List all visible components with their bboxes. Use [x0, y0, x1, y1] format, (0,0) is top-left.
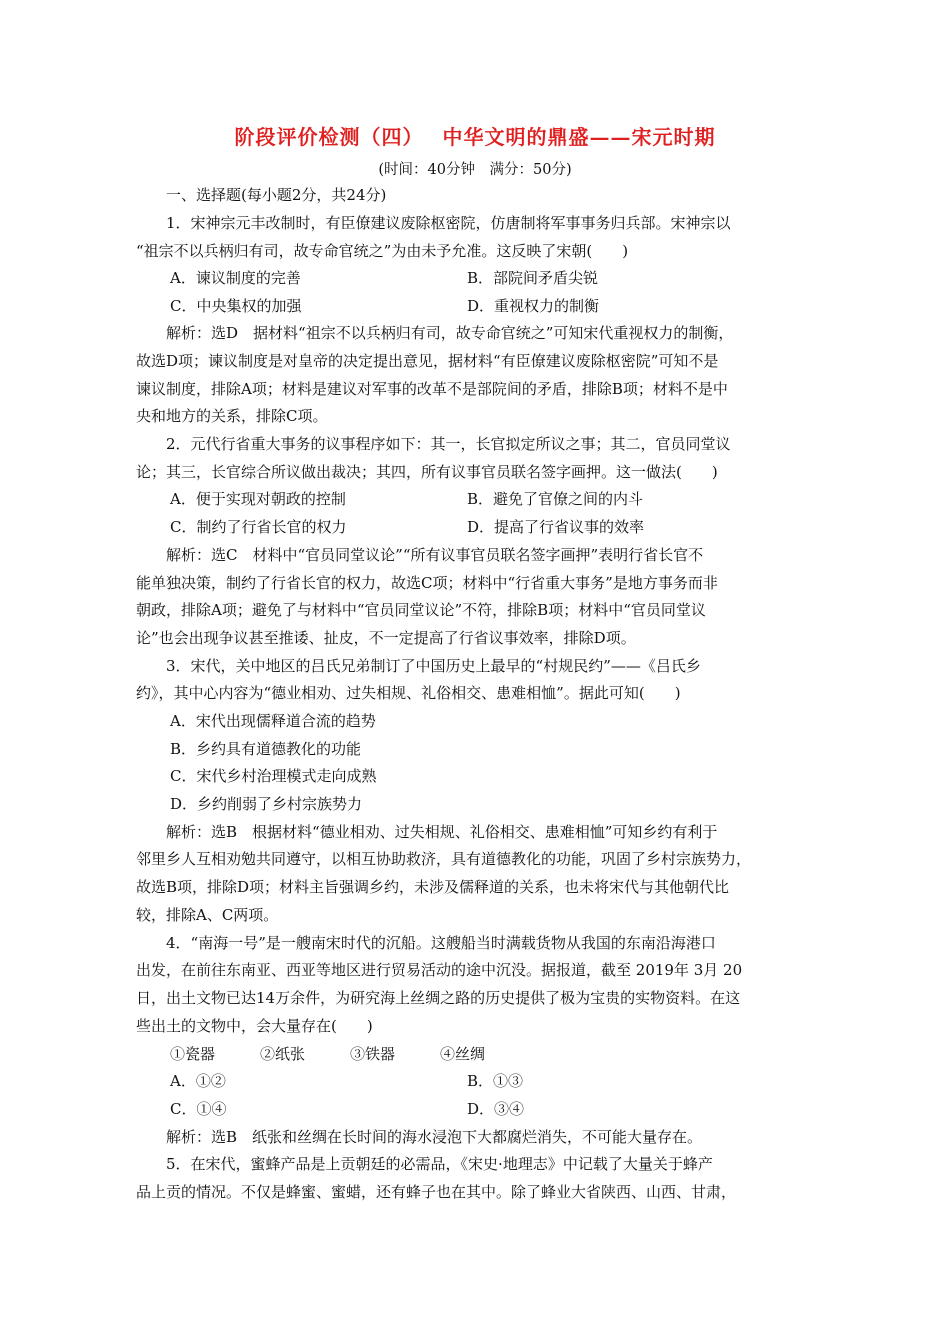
q3-analysis-line: 较，排除A、C两项。 — [136, 906, 279, 924]
q1-option-d: D．重视权力的制衡 — [467, 297, 600, 315]
q2-option-c: C．制约了行省长官的权力 — [170, 518, 347, 536]
q2-analysis-line: 能单独决策，制约了行省长官的权力，故选C项；材料中“行省重大事务”是地方事务而非 — [136, 574, 718, 592]
q4-stem-line: 些出土的文物中，会大量存在( ) — [136, 1017, 373, 1035]
q1-stem-line: 1．宋神宗元丰改制时，有臣僚建议废除枢密院，仿唐制将军事事务归兵部。宋神宗以 — [166, 214, 731, 232]
q4-stem-line: 4．“南海一号”是一艘南宋时代的沉船。这艘船当时满载货物从我国的东南沿海港口 — [166, 934, 716, 952]
q2-stem-line: 论；其三，长官综合所议做出裁决；其四，所有议事官员联名签字画押。这一做法( ) — [136, 463, 718, 481]
q4-option-a: A．①② — [170, 1072, 226, 1090]
q4-option-d: D．③④ — [467, 1100, 525, 1118]
page-title: 阶段评价检测（四） 中华文明的鼎盛——宋元时期 — [234, 125, 716, 149]
q2-analysis-line: 解析：选C 材料中“官员同堂议论”“所有议事官员联名签字画押”表明行省长官不 — [166, 546, 704, 564]
q3-analysis-line: 邻里乡人互相劝勉共同遵守，以相互协助救济，具有道德教化的功能，巩固了乡村宗族势力， — [136, 850, 752, 868]
q1-option-a: A．谏议制度的完善 — [170, 269, 301, 287]
q3-stem-line: 约》，其中心内容为“德业相劝、过失相规、礼俗相交、患难相恤”。据此可知( ) — [136, 684, 681, 702]
q5-stem-line: 5．在宋代，蜜蜂产品是上贡朝廷的必需品，《宋史·地理志》中记载了大量关于蜂产 — [166, 1155, 713, 1173]
q1-option-b: B．部院间矛盾尖锐 — [467, 269, 599, 287]
q3-option-b: B．乡约具有道德教化的功能 — [170, 740, 362, 758]
q4-option-b: B．①③ — [467, 1072, 524, 1090]
q1-option-c: C．中央集权的加强 — [170, 297, 302, 315]
q2-option-d: D．提高了行省议事的效率 — [467, 518, 645, 536]
q4-stem-line: 出发，在前往东南亚、西亚等地区进行贸易活动的途中沉没。据报道，截至 2019年 3月 20 — [136, 961, 743, 979]
q4-option-c: C．①④ — [170, 1100, 227, 1118]
q4-stem-line: 日，出土文物已达14万余件，为研究海上丝绸之路的历史提供了极为宝贵的实物资料。在这 — [136, 989, 741, 1007]
q3-analysis-line: 故选B项，排除D项；材料主旨强调乡约，未涉及儒释道的关系，也未将宋代与其他朝代比 — [136, 878, 730, 896]
q3-stem-line: 3．宋代，关中地区的吕氏兄弟制订了中国历史上最早的“村规民约”——《吕氏乡 — [166, 657, 701, 675]
q3-option-c: C．宋代乡村治理模式走向成熟 — [170, 767, 377, 785]
q1-analysis-line: 谏议制度，排除A项；材料是建议对军事的改革不是部院间的矛盾，排除B项；材料不是中 — [136, 380, 728, 398]
q3-option-d: D．乡约削弱了乡村宗族势力 — [170, 795, 363, 813]
q1-analysis-line: 故选D项；谏议制度是对皇帝的决定提出意见，据材料“有臣僚建议废除枢密院”可知不是 — [136, 352, 719, 370]
q2-stem-line: 2．元代行省重大事务的议事程序如下：其一，长官拟定所议之事；其二，官员同堂议 — [166, 435, 731, 453]
section-heading: 一、选择题(每小题2分，共24分) — [166, 186, 387, 204]
q2-analysis-line: 朝政，排除A项；避免了与材料中“官员同堂议论”不符，排除B项；材料中“官员同堂议 — [136, 601, 706, 619]
q4-analysis-line: 解析：选B 纸张和丝绸在长时间的海水浸泡下大都腐烂消失，不可能大量存在。 — [166, 1128, 703, 1146]
q5-stem-line: 品上贡的情况。不仅是蜂蜜、蜜蜡，还有蜂子也在其中。除了蜂业大省陕西、山西、甘肃， — [136, 1183, 737, 1201]
q2-analysis-line: 论”也会出现争议甚至推诿、扯皮，不一定提高了行省议事效率，排除D项。 — [136, 629, 636, 647]
q3-analysis-line: 解析：选B 根据材料“德业相劝、过失相规、礼俗相交、患难相恤”可知乡约有利于 — [166, 823, 718, 841]
q1-analysis-line: 央和地方的关系，排除C项。 — [136, 407, 328, 425]
q2-option-a: A．便于实现对朝政的控制 — [170, 490, 346, 508]
q1-analysis-line: 解析：选D 据材料“祖宗不以兵柄归有司，故专命官统之”可知宋代重视权力的制衡， — [166, 324, 734, 342]
q1-stem-line: “祖宗不以兵柄归有司，故专命官统之”为由未予允准。这反映了宋朝( ) — [136, 242, 629, 260]
q2-option-b: B．避免了官僚之间的内斗 — [467, 490, 644, 508]
q3-option-a: A．宋代出现儒释道合流的趋势 — [170, 712, 376, 730]
q4-items: ①瓷器 ②纸张 ③铁器 ④丝绸 — [170, 1045, 486, 1063]
exam-time-info: (时间：40分钟 满分：50分) — [378, 162, 572, 178]
